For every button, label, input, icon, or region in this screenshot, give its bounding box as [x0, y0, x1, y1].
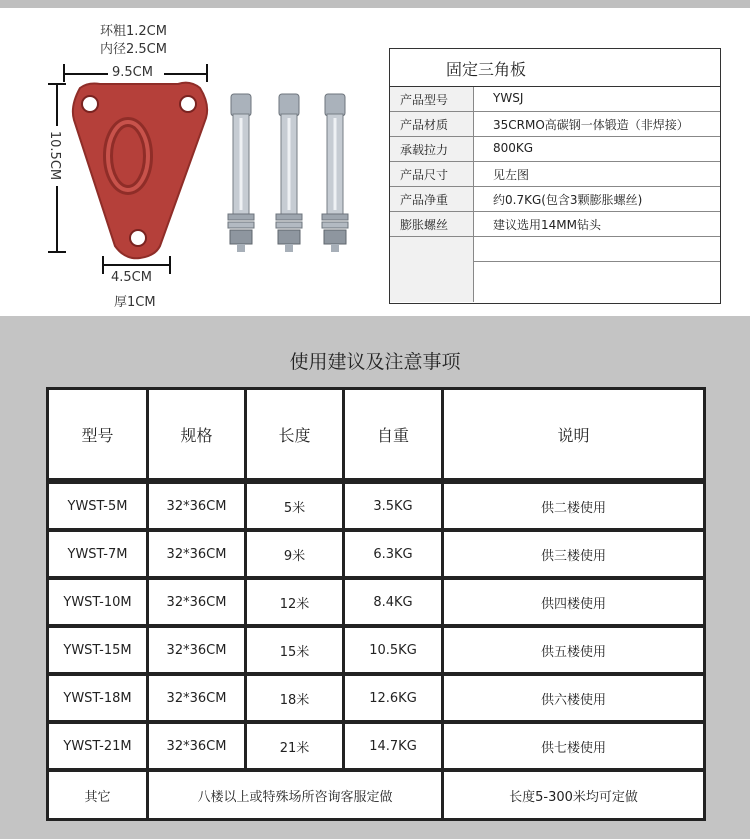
spec-label: 产品尺寸: [400, 168, 449, 182]
spec-value: 建议选用14MM钻头: [493, 218, 601, 232]
spec-row: [390, 212, 720, 237]
table-cell: 32*36CM: [149, 628, 244, 672]
spec-row: [390, 112, 720, 137]
usage-table: [46, 387, 706, 821]
spec-row: [390, 162, 720, 187]
table-cell: 32*36CM: [149, 580, 244, 624]
table-cell: 32*36CM: [149, 484, 244, 528]
footer-cell: 其它: [49, 772, 146, 818]
table-cell: 6.3KG: [345, 532, 441, 576]
table-cell: YWST-18M: [49, 676, 146, 720]
table-cell: 供七楼使用: [444, 724, 703, 768]
column-header: 长度: [247, 390, 342, 478]
thickness-label: 厚1CM: [114, 295, 156, 310]
top-band: [0, 0, 750, 8]
height-dimension-line-bottom: [56, 186, 58, 252]
spec-row: [390, 187, 720, 212]
spec-empty-cell: [390, 248, 474, 302]
spec-row: [390, 137, 720, 162]
spec-label: 产品型号: [400, 93, 449, 107]
table-cell: 18米: [247, 676, 342, 720]
table-cell: YWST-5M: [49, 484, 146, 528]
column-header: 型号: [49, 390, 146, 478]
spec-label: 膨胀螺丝: [400, 218, 449, 232]
table-cell: 12.6KG: [345, 676, 441, 720]
spec-row: [390, 87, 720, 112]
table-cell: 10.5KG: [345, 628, 441, 672]
spec-value: YWSJ: [493, 91, 524, 105]
table-cell: 供六楼使用: [444, 676, 703, 720]
table-cell: 供五楼使用: [444, 628, 703, 672]
table-cell: 14.7KG: [345, 724, 441, 768]
table-cell: 供三楼使用: [444, 532, 703, 576]
triangle-bracket-icon: [60, 78, 220, 263]
table-cell: YWST-10M: [49, 580, 146, 624]
spec-value: 35CRMO高碳钢一体锻造（非焊接）: [493, 118, 689, 132]
base-width-label: 4.5CM: [111, 270, 152, 285]
spec-label: 产品材质: [400, 118, 449, 132]
width-label: 9.5CM: [112, 65, 153, 80]
spec-table-title-row: [390, 49, 720, 87]
footer-cell: 八楼以上或特殊场所咨询客服定做: [149, 772, 441, 818]
spec-table-title: 固定三角板: [446, 60, 527, 79]
height-label: 10.5CM: [47, 130, 63, 181]
table-cell: 15米: [247, 628, 342, 672]
table-cell: 32*36CM: [149, 532, 244, 576]
height-dimension-line-top: [56, 84, 58, 126]
table-cell: 8.4KG: [345, 580, 441, 624]
spec-table: [389, 48, 721, 304]
table-cell: 9米: [247, 532, 342, 576]
column-header: 自重: [345, 390, 441, 478]
table-cell: YWST-15M: [49, 628, 146, 672]
table-cell: 32*36CM: [149, 676, 244, 720]
spec-value: 见左图: [493, 168, 530, 182]
table-cell: 32*36CM: [149, 724, 244, 768]
footer-cell: 长度5-300米均可定做: [444, 772, 703, 818]
column-header: 说明: [444, 390, 703, 478]
table-cell: YWST-7M: [49, 532, 146, 576]
spec-value: 800KG: [493, 141, 534, 155]
usage-title: 使用建议及注意事项: [289, 351, 461, 373]
table-cell: YWST-21M: [49, 724, 146, 768]
spec-label: 产品净重: [400, 193, 449, 207]
column-header: 规格: [149, 390, 244, 478]
spec-label: 承载拉力: [400, 143, 449, 157]
ring-thickness-label: 环粗1.2CM: [100, 24, 167, 39]
table-cell: 供四楼使用: [444, 580, 703, 624]
table-cell: 21米: [247, 724, 342, 768]
base-dimension-line: [103, 264, 171, 266]
table-cell: 12米: [247, 580, 342, 624]
table-cell: 5米: [247, 484, 342, 528]
spec-value: 约0.7KG(包含3颗膨胀螺丝): [493, 193, 643, 207]
table-cell: 3.5KG: [345, 484, 441, 528]
width-dimension-line-left: [64, 73, 108, 75]
table-cell: 供二楼使用: [444, 484, 703, 528]
expansion-bolt-icon: [218, 88, 358, 253]
inner-diameter-label: 内径2.5CM: [100, 42, 167, 57]
width-dimension-line-right: [164, 73, 208, 75]
